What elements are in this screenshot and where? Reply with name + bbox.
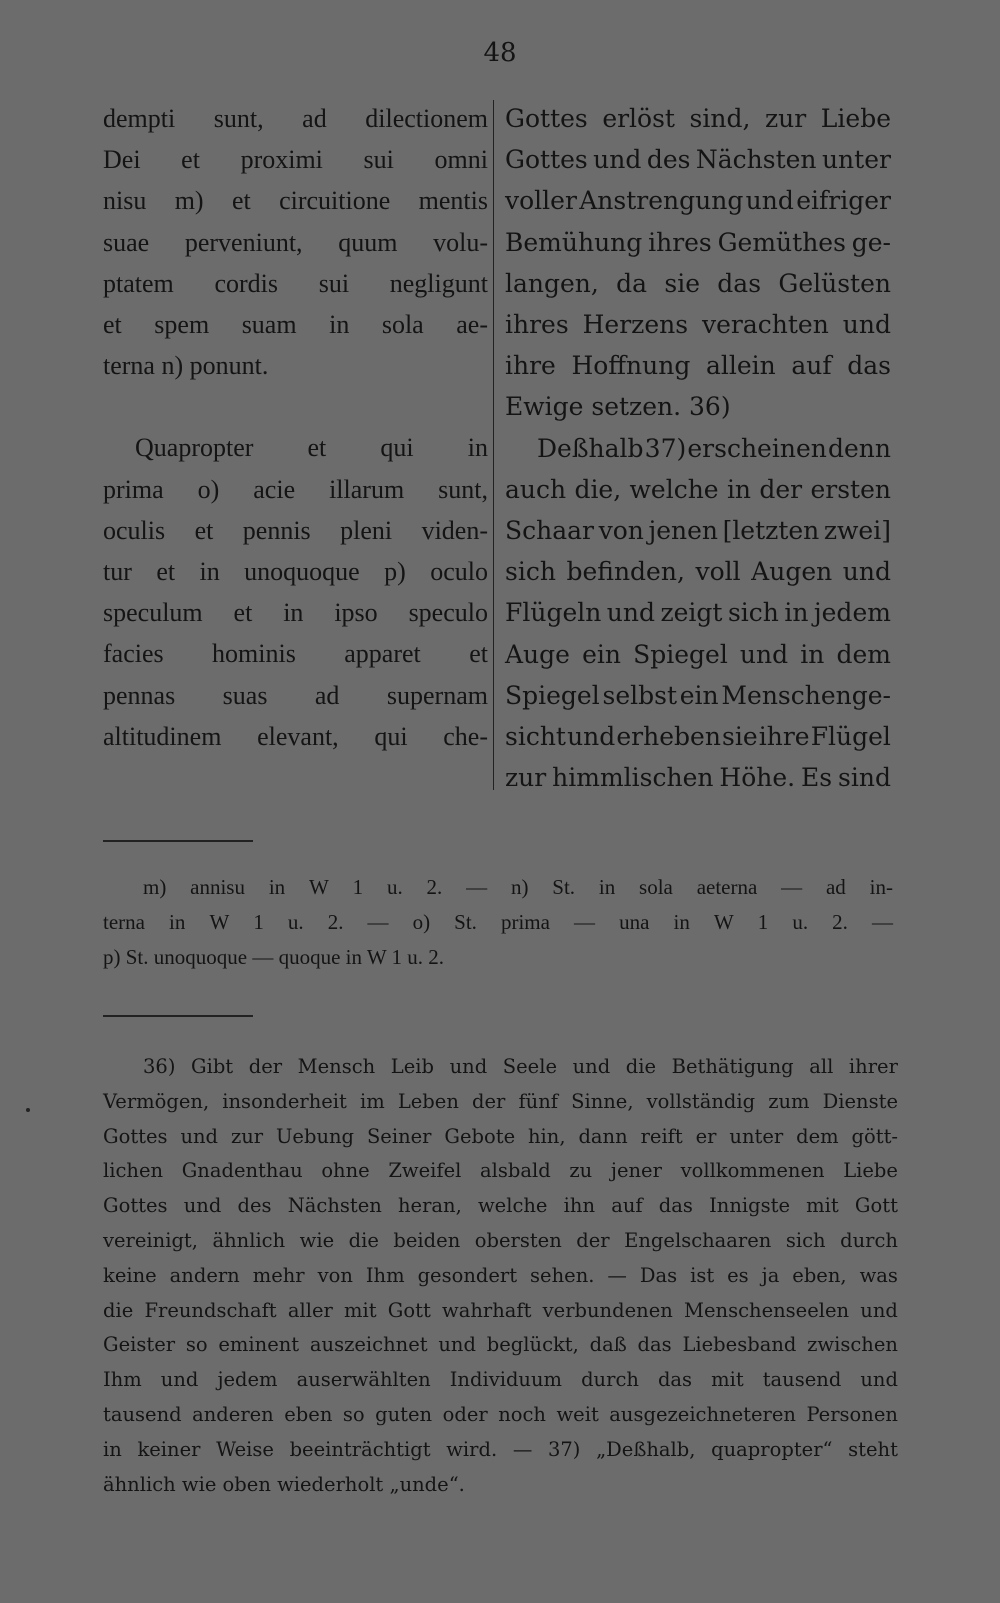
latin-line: oculis et pennis pleni viden- — [103, 515, 488, 545]
latin-line: Quapropter et qui in — [135, 433, 488, 463]
column-divider — [493, 100, 494, 790]
german-line: ihres Herzens verachten und — [505, 310, 891, 340]
latin-line: ptatem cordis sui negligunt — [103, 268, 488, 298]
paragraph-gap — [103, 386, 488, 427]
german-line: sicht und erheben sie ihre Flügel — [505, 722, 891, 752]
commentary-line: Vermögen, insonderheit im Leben der fünf Sinne, vollständig zum Dienste — [103, 1089, 898, 1113]
footnote-rule — [103, 1015, 253, 1017]
german-line: Auge ein Spiegel und in dem — [505, 639, 891, 669]
variant-note-line: p) St. unoquoque — quoque in W 1 u. 2. — [103, 945, 445, 969]
latin-line: et spem suam in sola ae- — [103, 310, 488, 340]
variant-notes — [103, 870, 893, 975]
commentary-line: keine andern mehr von Ihm gesondert sehen. — Das ist es ja eben, was — [103, 1263, 898, 1287]
german-line: Flügeln und zeigt sich in jedem — [505, 598, 891, 628]
latin-line: dempti sunt, ad dilectionem — [103, 104, 488, 133]
german-line: Schaar von jenen [letzten zwei] — [505, 516, 891, 546]
german-line: Spiegel selbst ein Menschenge- — [505, 680, 891, 710]
latin-line: pennas suas ad supernam — [103, 680, 488, 710]
print-speck — [26, 1108, 30, 1112]
commentary-line: tausend anderen eben so guten oder noch weit ausgezeichneteren Personen — [103, 1402, 898, 1426]
latin-line: nisu m) et circuitione mentis — [103, 186, 488, 216]
variant-note-line: terna in W 1 u. 2. — o) St. prima — una in W 1 u. 2. — — [103, 910, 893, 934]
german-line: Gottes erlöst sind, zur Liebe — [505, 104, 891, 133]
latin-line: altitudinem elevant, qui che- — [103, 721, 488, 751]
german-line: auch die, welche in der ersten — [505, 474, 891, 504]
latin-column — [103, 98, 488, 757]
latin-line: Dei et proximi sui omni — [103, 145, 488, 175]
latin-line: prima o) acie illarum sunt, — [103, 474, 488, 504]
german-line: Deßhalb 37) erscheinen denn — [537, 433, 891, 463]
latin-line: speculum et in ipso speculo — [103, 598, 488, 628]
commentary-line: ähnlich wie oben wiederholt „unde“. — [103, 1472, 465, 1496]
latin-line: terna n) ponunt. — [103, 351, 269, 381]
german-line: sich befinden, voll Augen und — [505, 557, 891, 587]
commentary-line: die Freundschaft aller mit Gott wahrhaft verbundenen Menschenseelen und — [103, 1298, 898, 1322]
german-line: zur himmlischen Höhe. Es sind — [505, 763, 891, 793]
german-line: Ewige setzen. 36) — [505, 392, 731, 422]
latin-line: tur et in unoquoque p) oculo — [103, 557, 488, 587]
commentary-line: Geister so eminent auszeichnet und beglückt, daß das Liebesband zwischen — [103, 1333, 898, 1357]
latin-line: facies hominis apparet et — [103, 639, 488, 669]
german-line: langen, da sie das Gelüsten — [505, 268, 891, 298]
commentary-line: Ihm und jedem auserwählten Individuum durch das mit tausend und — [103, 1368, 898, 1392]
variant-note-line: m) annisu in W 1 u. 2. — n) St. in sola aeterna — ad in- — [143, 875, 893, 899]
page-number: 48 — [483, 38, 517, 68]
commentary-line: 36) Gibt der Mensch Leib und Seele und die Bethätigung all ihrer — [143, 1055, 898, 1078]
german-line: voller Anstrengung und eifriger — [505, 186, 891, 216]
german-line: ihre Hoffnung allein auf das — [505, 351, 891, 381]
commentary-line: Gottes und zur Uebung Seiner Gebote hin, dann reift er unter dem gött- — [103, 1124, 898, 1148]
german-column — [505, 98, 891, 798]
footnote-rule — [103, 840, 253, 842]
commentary-notes — [103, 1050, 898, 1502]
commentary-line: vereinigt, ähnlich wie die beiden obersten der Engelschaaren sich durch — [103, 1228, 898, 1252]
commentary-line: Gottes und des Nächsten heran, welche ihn auf das Innigste mit Gott — [103, 1194, 898, 1218]
commentary-line: in keiner Weise beeinträchtigt wird. — 37) „Deßhalb, quapropter“ steht — [103, 1437, 898, 1461]
german-line: Bemühung ihres Gemüthes ge- — [505, 227, 891, 257]
latin-line: suae perveniunt, quum volu- — [103, 227, 488, 257]
german-line: Gottes und des Nächsten unter — [505, 145, 891, 175]
commentary-line: lichen Gnadenthau ohne Zweifel alsbald zu jener vollkommenen Liebe — [103, 1159, 898, 1183]
